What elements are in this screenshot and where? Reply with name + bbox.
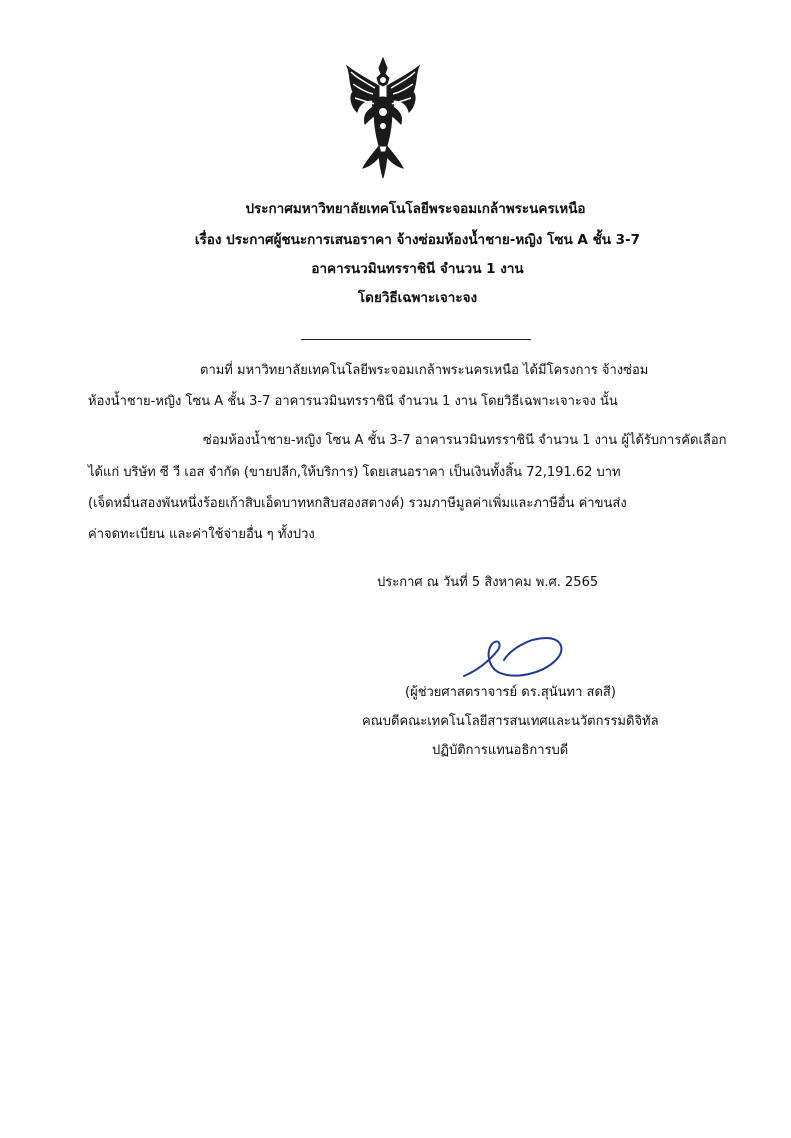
announcement-title: ประกาศมหาวิทยาลัยเทคโนโลยีพระจอมเกล้าพระนครเหนือ: [245, 201, 586, 217]
announcement-subject: เรื่อง ประกาศผู้ชนะการเสนอราคา จ้างซ่อมห้องน้ำชาย-หญิง โซน A ชั้น 3-7: [194, 232, 641, 248]
body-paragraph-1-line-2: ห้องน้ำชาย-หญิง โซน A ชั้น 3-7 อาคารนวมินทรราชินี จำนวน 1 งาน โดยวิธีเฉพาะเจาะจง นั้น: [88, 394, 618, 409]
body-paragraph-1-line-1: ตามที่ มหาวิทยาลัยเทคโนโลยีพระจอมเกล้าพระนครเหนือ ได้มีโครงการ จ้างซ่อม: [200, 363, 649, 378]
announcement-method: โดยวิธีเฉพาะเจาะจง: [357, 290, 478, 306]
signatory-position: คณบดีคณะเทคโนโลยีสารสนเทศและนวัตกรรมดิจิทัล: [362, 714, 659, 729]
garuda-emblem-icon: [343, 56, 423, 180]
body-paragraph-2-line-3: (เจ็ดหมื่นสองพันหนึ่งร้อยเก้าสิบเอ็ดบาทหกสิบสองสตางค์) รวมภาษีมูลค่าเพิ่มและภาษีอื่น ค่าขนส่ง: [88, 496, 627, 511]
header-divider: [301, 339, 531, 340]
body-paragraph-2-line-1: ซ่อมห้องน้ำชาย-หญิง โซน A ชั้น 3-7 อาคารนวมินทรราชินี จำนวน 1 งาน ผู้ได้รับการคัดเลือก: [203, 433, 727, 448]
body-paragraph-2-line-2: ได้แก่ บริษัท ซี วี เอส จำกัด (ขายปลีก,ให้บริการ) โดยเสนอราคา เป็นเงินทั้งสิ้น 72,191.62 บาท: [88, 465, 621, 480]
handwritten-signature: [458, 630, 568, 682]
announcement-subject-building: อาคารนวมินทรราชินี จำนวน 1 งาน: [311, 261, 524, 277]
body-paragraph-2-line-4: ค่าจดทะเบียน และค่าใช้จ่ายอื่น ๆ ทั้งปวง: [88, 527, 315, 542]
signatory-acting-role: ปฏิบัติการแทนอธิการบดี: [432, 743, 569, 758]
signatory-name: (ผู้ช่วยศาสตราจารย์ ดร.สุนันทา สดสี): [405, 685, 616, 700]
announcement-date: ประกาศ ณ วันที่ 5 สิงหาคม พ.ศ. 2565: [377, 575, 599, 590]
